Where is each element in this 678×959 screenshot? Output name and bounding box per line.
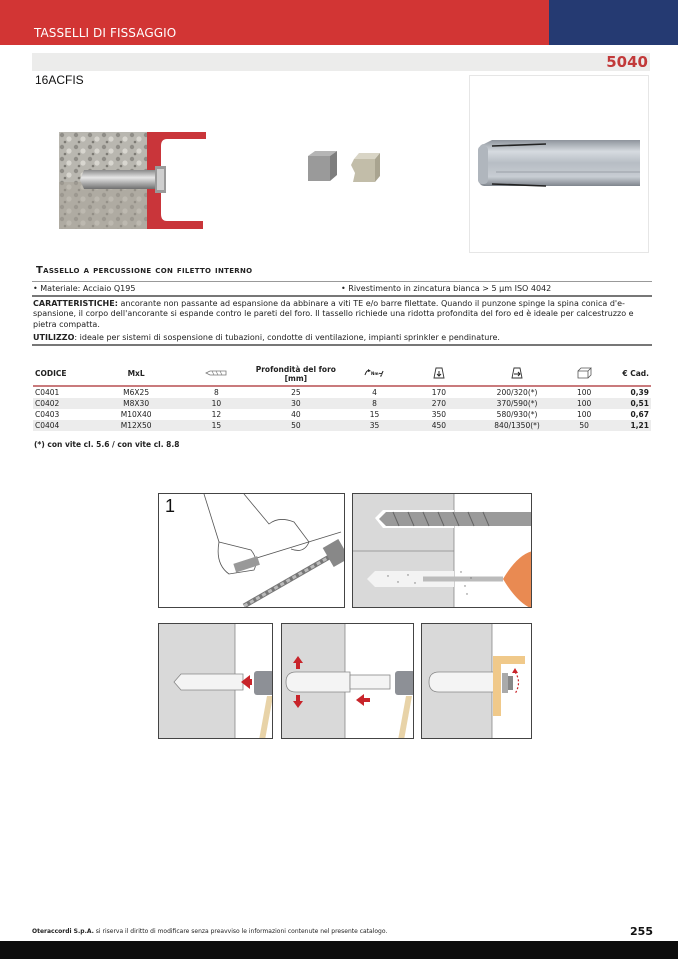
application-image <box>59 132 207 229</box>
characteristics <box>33 299 655 330</box>
cell-box: 100 <box>576 410 592 419</box>
cell-box: 50 <box>562 420 607 431</box>
header-bar <box>0 0 678 45</box>
cell-shear: 840/1350(*) <box>473 420 562 431</box>
step-number: 1 <box>165 496 176 516</box>
page-code: 5040 <box>606 53 648 71</box>
cell-tension: 170 <box>431 388 447 397</box>
cell-size: M8X30 <box>88 398 185 409</box>
cell-drill: 8 <box>213 388 219 397</box>
drill-bit-icon <box>185 362 248 386</box>
cell-shear: 580/930(*) <box>496 410 538 419</box>
feature-material: • Materiale: Acciaio Q195 <box>33 284 136 293</box>
cell-depth: 40 <box>291 410 301 419</box>
characteristics-text: ancorante non passante ad espansione da abbinare a viti TE e/o barre filettate. Quando il punzone spinge la spina conica d'e-spansione, il corpo dell'ancorante si espande contro le pareti del foro. Il tassello richiede una ridotta profondita del foro ed è ideale per calcestruzzo e pietra compatta. <box>33 299 634 329</box>
table-row <box>33 398 651 409</box>
divider <box>32 295 652 297</box>
header-blue-block <box>549 0 678 45</box>
table-row <box>33 420 651 431</box>
bottom-bar <box>0 941 678 959</box>
cell-price: 0,67 <box>630 410 649 419</box>
cell-drill: 10 <box>185 398 248 409</box>
cell-code: C0403 <box>35 410 60 419</box>
cell-torque: 15 <box>369 410 380 419</box>
footer-company: Oteraccordi S.p.A. <box>32 928 94 935</box>
col-mxl: MxL <box>88 362 185 386</box>
product-code: 16ACFIS <box>35 73 84 87</box>
cell-torque: 8 <box>344 398 406 409</box>
step-2-illustration <box>352 493 532 608</box>
cell-price: 0,39 <box>630 388 649 397</box>
step-4-illustration <box>281 623 414 739</box>
page-code-bar <box>32 53 650 71</box>
divider <box>32 344 652 346</box>
cell-drill: 12 <box>211 410 222 419</box>
cell-code: C0402 <box>33 398 88 409</box>
stone-block-icon <box>349 151 381 183</box>
cell-price: 1,21 <box>607 420 651 431</box>
product-title: Tassello a percussione con filetto interno <box>36 265 253 276</box>
cell-code: C0401 <box>35 388 60 397</box>
col-profondita: Profondità del foro [mm] <box>248 362 344 386</box>
cell-tension: 270 <box>405 398 472 409</box>
cell-drill: 15 <box>185 420 248 431</box>
cell-size: M12X50 <box>88 420 185 431</box>
cell-box: 100 <box>562 398 607 409</box>
table-row <box>33 386 651 398</box>
cell-shear: 200/320(*) <box>496 388 538 397</box>
shear-load-icon <box>473 362 562 386</box>
divider <box>32 281 652 282</box>
cell-price: 0,51 <box>607 398 651 409</box>
footer-disclaimer <box>32 928 387 935</box>
box-icon <box>562 362 607 386</box>
cell-tension: 350 <box>431 410 447 419</box>
col-codice: CODICE <box>33 362 88 386</box>
cell-torque: 4 <box>372 388 377 397</box>
cell-size: M10X40 <box>120 410 152 419</box>
cell-depth: 50 <box>248 420 344 431</box>
page-number: 255 <box>630 925 653 938</box>
step-3-illustration <box>158 623 273 739</box>
table-row <box>33 409 651 420</box>
spec-table <box>33 362 651 431</box>
tension-load-icon <box>405 362 472 386</box>
torque-icon <box>344 362 406 386</box>
cell-tension: 450 <box>405 420 472 431</box>
characteristics-label: CARATTERISTICHE: <box>33 299 118 308</box>
table-header <box>33 362 651 386</box>
step-5-illustration <box>421 623 532 739</box>
cell-depth: 25 <box>291 388 301 397</box>
usage-label: UTILIZZO <box>33 333 75 342</box>
cell-depth: 30 <box>248 398 344 409</box>
cell-box: 100 <box>576 388 592 397</box>
concrete-block-icon <box>306 150 338 182</box>
product-photo <box>469 75 649 253</box>
usage-text: : ideale per sistemi di sospensione di tubazioni, condotte di ventilazione, impianti sprinkler e pendinature. <box>74 333 500 342</box>
step-1-illustration <box>158 493 345 608</box>
col-price: € Cad. <box>607 362 651 386</box>
svg-text:Nm: Nm <box>371 370 379 376</box>
cell-shear: 370/590(*) <box>473 398 562 409</box>
cell-size: M6X25 <box>123 388 150 397</box>
footer-disclaimer-text: si riserva il diritto di modificare senza preavviso le informazioni contenute nel presente catalogo. <box>93 928 388 935</box>
usage <box>33 333 655 342</box>
cell-torque: 35 <box>344 420 406 431</box>
cell-code: C0404 <box>33 420 88 431</box>
section-title: TASSELLI DI FISSAGGIO <box>34 26 177 40</box>
table-note: (*) con vite cl. 5.6 / con vite cl. 8.8 <box>34 440 180 449</box>
feature-coating: • Rivestimento in zincatura bianca > 5 µm ISO 4042 <box>341 284 552 293</box>
